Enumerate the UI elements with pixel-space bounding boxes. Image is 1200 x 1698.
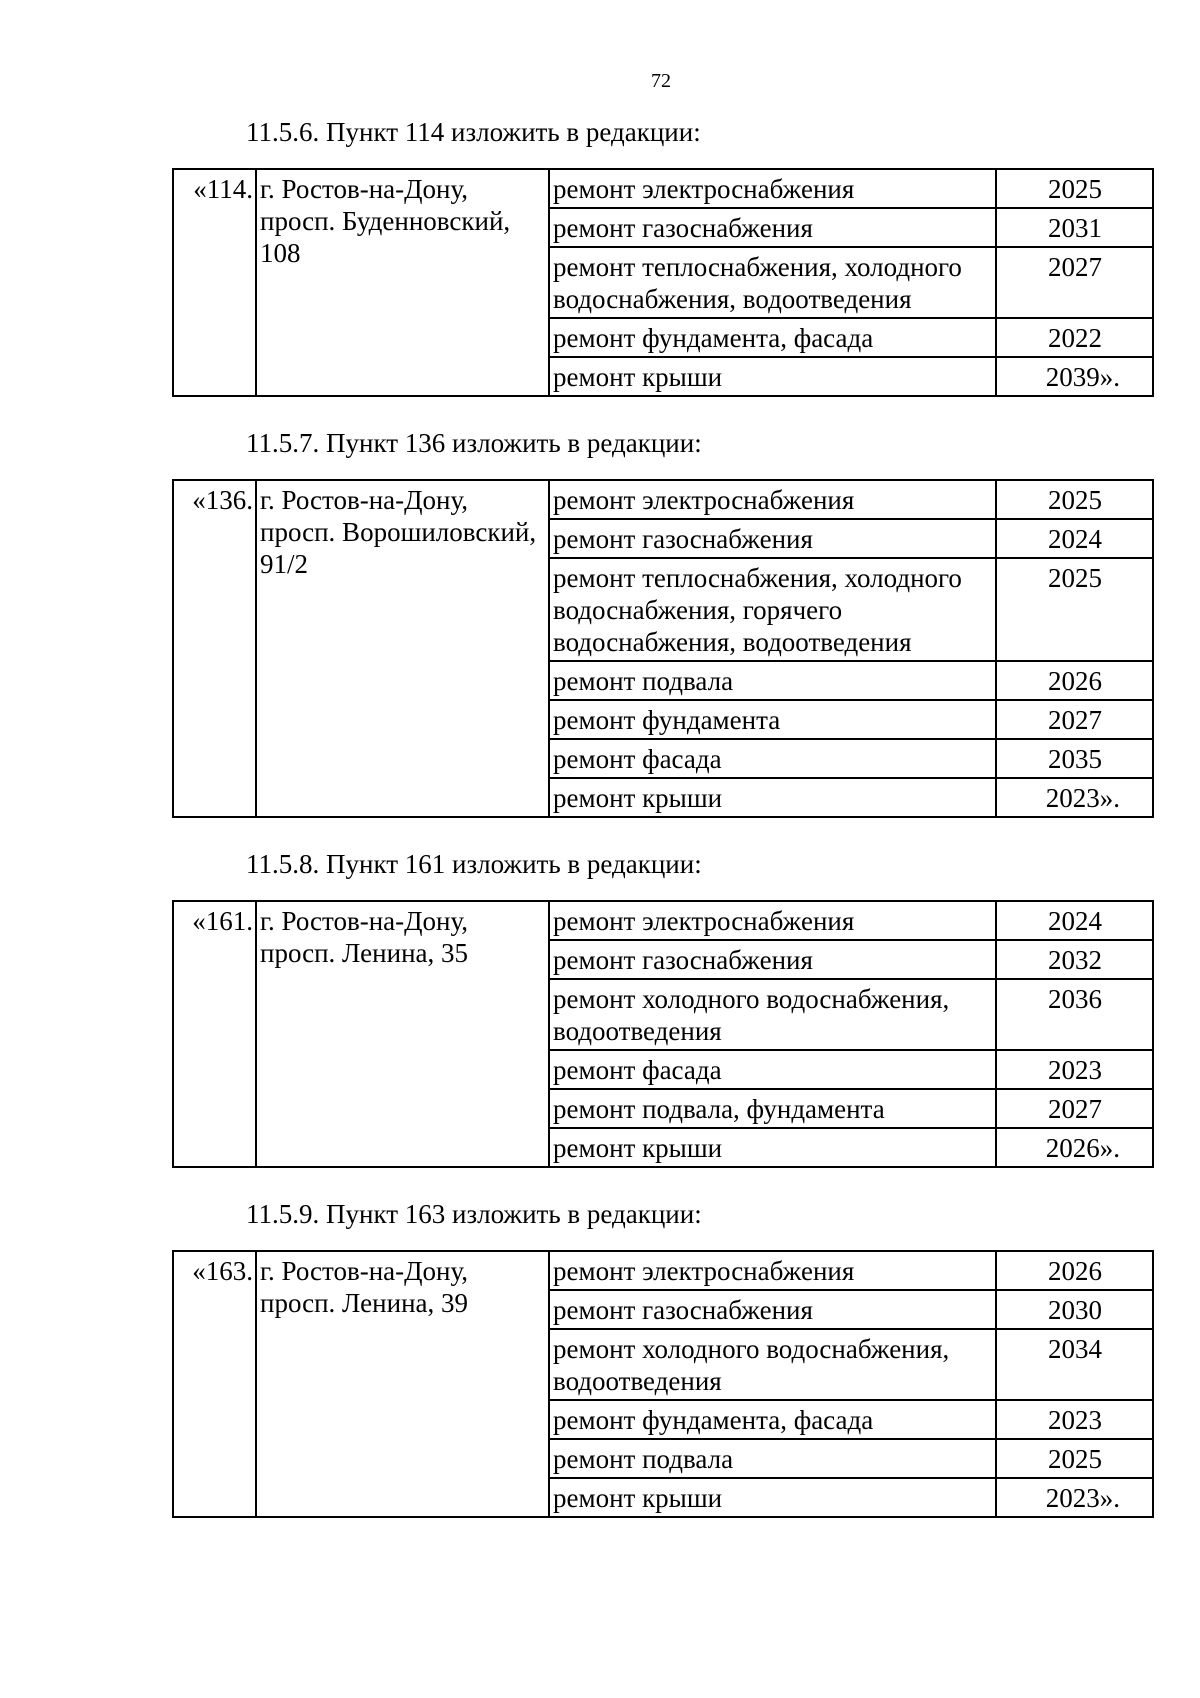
item-number: «161. bbox=[173, 901, 256, 1167]
work-year: 2022 bbox=[996, 318, 1153, 357]
section-heading: 11.5.8. Пункт 161 изложить в редакции: bbox=[246, 849, 702, 879]
work-year: 2024 bbox=[996, 519, 1153, 558]
work-type: ремонт крыши bbox=[549, 357, 996, 396]
work-type: ремонт электроснабжения bbox=[549, 480, 996, 519]
work-year: 2026 bbox=[996, 661, 1153, 700]
work-year: 2032 bbox=[996, 940, 1153, 979]
table-row bbox=[173, 169, 1153, 208]
work-type: ремонт электроснабжения bbox=[549, 901, 996, 940]
work-type: ремонт теплоснабжения, холодного водоснабжения, горячего водоснабжения, водоотведения bbox=[549, 558, 996, 661]
item-number: «136. bbox=[173, 480, 256, 817]
work-type: ремонт крыши bbox=[549, 1478, 996, 1517]
section-heading: 11.5.9. Пункт 163 изложить в редакции: bbox=[246, 1199, 702, 1229]
work-type: ремонт холодного водоснабжения, водоотведения bbox=[549, 1329, 996, 1400]
work-year: 2026». bbox=[996, 1128, 1153, 1167]
item-number: «114. bbox=[173, 169, 256, 396]
work-type: ремонт подвала bbox=[549, 661, 996, 700]
work-year: 2023». bbox=[996, 778, 1153, 817]
work-year: 2024 bbox=[996, 901, 1153, 940]
work-year: 2027 bbox=[996, 247, 1153, 318]
work-type: ремонт фундамента bbox=[549, 700, 996, 739]
item-address: г. Ростов-на-Дону, просп. Ленина, 35 bbox=[256, 901, 549, 1167]
work-year: 2025 bbox=[996, 1439, 1153, 1478]
work-type: ремонт холодного водоснабжения, водоотведения bbox=[549, 979, 996, 1050]
work-year: 2023 bbox=[996, 1050, 1153, 1089]
work-year: 2023». bbox=[996, 1478, 1153, 1517]
amendment-sections bbox=[172, 116, 1152, 1548]
item-address: г. Ростов-на-Дону, просп. Ворошиловский, 91/2 bbox=[256, 480, 549, 817]
work-year: 2036 bbox=[996, 979, 1153, 1050]
work-year: 2034 bbox=[996, 1329, 1153, 1400]
work-year: 2023 bbox=[996, 1400, 1153, 1439]
work-type: ремонт газоснабжения bbox=[549, 1290, 996, 1329]
work-type: ремонт крыши bbox=[549, 778, 996, 817]
work-year: 2027 bbox=[996, 1089, 1153, 1128]
work-type: ремонт газоснабжения bbox=[549, 519, 996, 558]
work-type: ремонт теплоснабжения, холодного водоснабжения, водоотведения bbox=[549, 247, 996, 318]
work-type: ремонт электроснабжения bbox=[549, 169, 996, 208]
item-address: г. Ростов-на-Дону, просп. Буденновский, 108 bbox=[256, 169, 549, 396]
work-year: 2030 bbox=[996, 1290, 1153, 1329]
page-number: 72 bbox=[651, 70, 671, 92]
work-year: 2026 bbox=[996, 1251, 1153, 1290]
table-row bbox=[173, 901, 1153, 940]
table-row bbox=[173, 1251, 1153, 1290]
work-type: ремонт подвала, фундамента bbox=[549, 1089, 996, 1128]
work-type: ремонт подвала bbox=[549, 1439, 996, 1478]
item-number: «163. bbox=[173, 1251, 256, 1517]
work-year: 2035 bbox=[996, 739, 1153, 778]
work-year: 2025 bbox=[996, 169, 1153, 208]
work-year: 2039». bbox=[996, 357, 1153, 396]
section-heading: 11.5.7. Пункт 136 изложить в редакции: bbox=[246, 428, 702, 458]
work-type: ремонт газоснабжения bbox=[549, 940, 996, 979]
work-year: 2025 bbox=[996, 558, 1153, 661]
section-heading: 11.5.6. Пункт 114 изложить в редакции: bbox=[246, 117, 701, 147]
work-year: 2031 bbox=[996, 208, 1153, 247]
work-year: 2027 bbox=[996, 700, 1153, 739]
work-type: ремонт электроснабжения bbox=[549, 1251, 996, 1290]
item-address: г. Ростов-на-Дону, просп. Ленина, 39 bbox=[256, 1251, 549, 1517]
item-table-163 bbox=[172, 1250, 1154, 1518]
work-type: ремонт фундамента, фасада bbox=[549, 318, 996, 357]
work-year: 2025 bbox=[996, 480, 1153, 519]
item-table-114 bbox=[172, 168, 1154, 397]
work-type: ремонт газоснабжения bbox=[549, 208, 996, 247]
work-type: ремонт фасада bbox=[549, 739, 996, 778]
work-type: ремонт крыши bbox=[549, 1128, 996, 1167]
work-type: ремонт фундамента, фасада bbox=[549, 1400, 996, 1439]
item-table-161 bbox=[172, 900, 1154, 1168]
work-type: ремонт фасада bbox=[549, 1050, 996, 1089]
item-table-136 bbox=[172, 479, 1154, 818]
table-row bbox=[173, 480, 1153, 519]
